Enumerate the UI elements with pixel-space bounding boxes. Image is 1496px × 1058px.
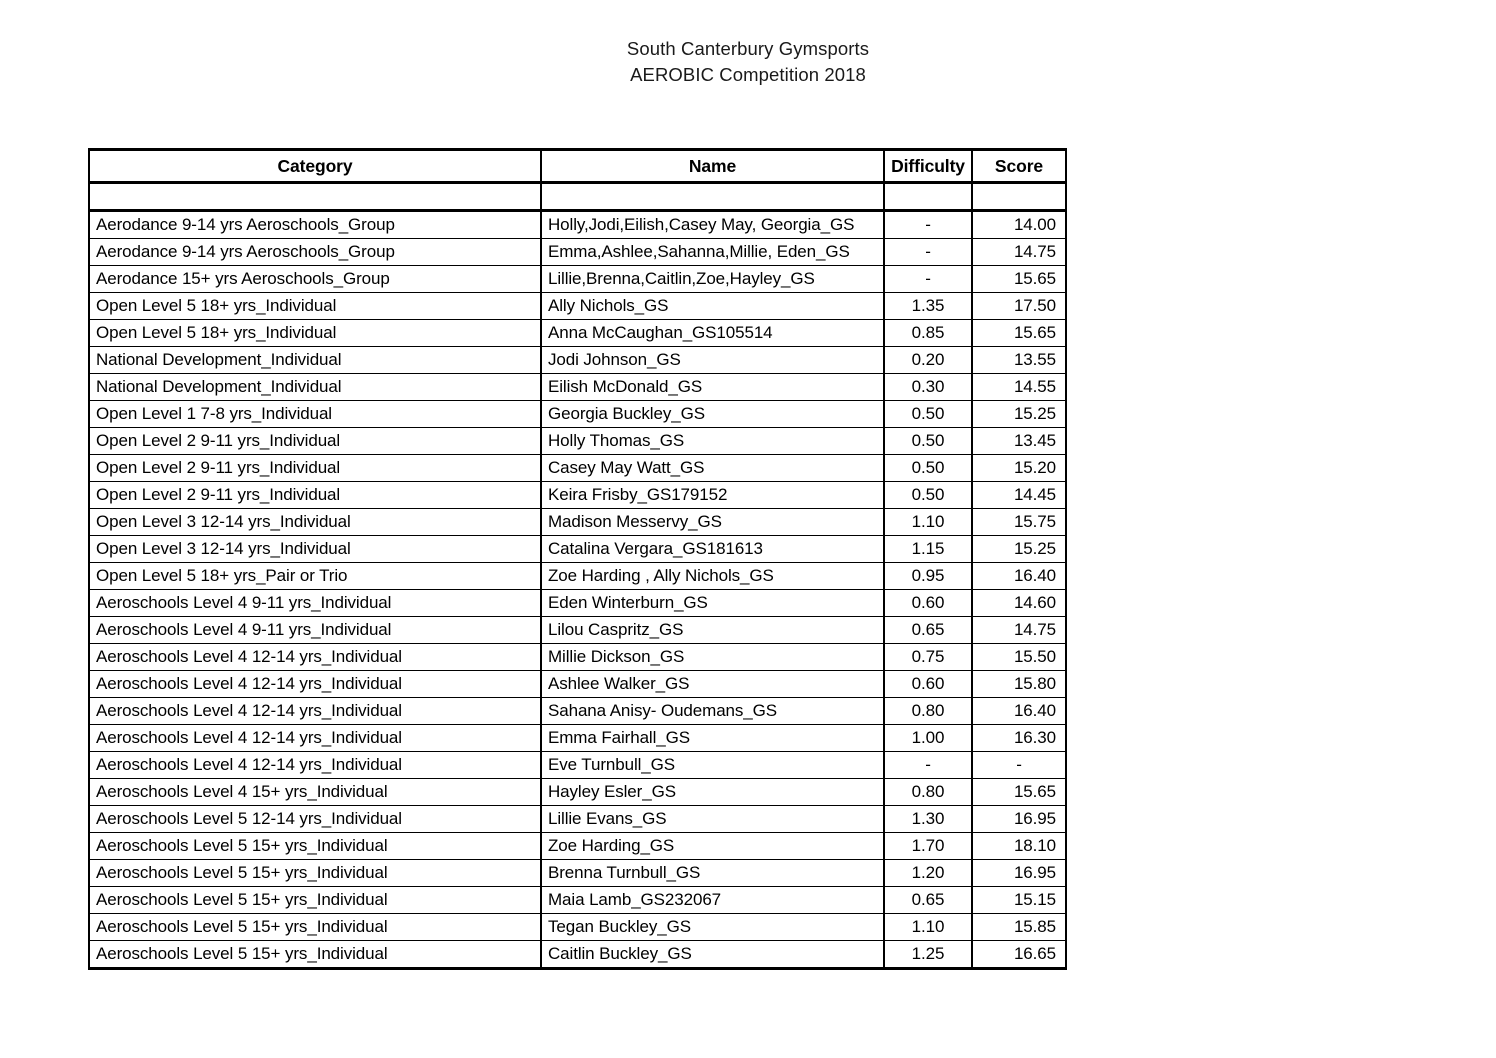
cell-score-text: 14.00 — [1013, 215, 1056, 234]
cell-category — [89, 293, 541, 320]
cell-name — [541, 320, 884, 347]
cell-name-text: Caitlin Buckley_GS — [548, 944, 692, 963]
cell-difficulty — [884, 698, 972, 725]
cell-difficulty-text: 0.65 — [911, 890, 945, 909]
cell-difficulty — [884, 833, 972, 860]
cell-name-text: Georgia Buckley_GS — [548, 404, 705, 423]
cell-score — [972, 941, 1066, 969]
table-row[interactable] — [89, 239, 1066, 266]
cell-name — [541, 563, 884, 590]
cell-category — [89, 806, 541, 833]
cell-score-text: 15.80 — [1013, 674, 1056, 693]
cell-score-text: 15.65 — [1013, 782, 1056, 801]
cell-difficulty-text: 1.20 — [911, 863, 945, 882]
table-row[interactable] — [89, 266, 1066, 293]
spacer-cell-name — [541, 183, 884, 211]
cell-difficulty-text: 0.60 — [911, 593, 945, 612]
cell-difficulty-text: 1.15 — [911, 539, 945, 558]
cell-category-text: Aerodance 9-14 yrs Aeroschools_Group — [96, 242, 395, 261]
cell-category-text: Open Level 3 12-14 yrs_Individual — [96, 512, 351, 531]
document-title-block — [0, 36, 1496, 89]
cell-score-text: 16.40 — [1013, 701, 1056, 720]
table-row[interactable] — [89, 833, 1066, 860]
cell-difficulty-text: 0.95 — [911, 566, 945, 585]
cell-category-text: Open Level 2 9-11 yrs_Individual — [96, 485, 341, 504]
cell-name-text: Tegan Buckley_GS — [548, 917, 691, 936]
cell-name-text: Catalina Vergara_GS181613 — [548, 539, 763, 558]
cell-name — [541, 482, 884, 509]
cell-name-text: Brenna Turnbull_GS — [548, 863, 701, 882]
cell-difficulty — [884, 401, 972, 428]
cell-score — [972, 698, 1066, 725]
cell-difficulty — [884, 455, 972, 482]
cell-name-text: Eve Turnbull_GS — [548, 755, 676, 774]
cell-difficulty-text: - — [925, 269, 931, 288]
table-row[interactable] — [89, 482, 1066, 509]
cell-score-text: - — [1016, 755, 1022, 774]
cell-score-text: 16.30 — [1013, 728, 1056, 747]
table-row[interactable] — [89, 617, 1066, 644]
cell-name — [541, 239, 884, 266]
cell-name-text: Jodi Johnson_GS — [548, 350, 681, 369]
cell-name — [541, 860, 884, 887]
cell-name — [541, 590, 884, 617]
cell-difficulty-text: 0.30 — [911, 377, 945, 396]
table-row[interactable] — [89, 671, 1066, 698]
cell-category — [89, 482, 541, 509]
cell-score-text: 16.65 — [1013, 944, 1056, 963]
table-row[interactable] — [89, 293, 1066, 320]
cell-score-text: 15.25 — [1013, 539, 1056, 558]
cell-name-text: Millie Dickson_GS — [548, 647, 685, 666]
cell-name — [541, 211, 884, 239]
cell-name-text: Zoe Harding , Ally Nichols_GS — [548, 566, 774, 585]
table-row[interactable] — [89, 698, 1066, 725]
cell-difficulty — [884, 725, 972, 752]
cell-score — [972, 482, 1066, 509]
cell-name-text: Holly,Jodi,Eilish,Casey May, Georgia_GS — [548, 215, 855, 234]
cell-name — [541, 671, 884, 698]
cell-category-text: Open Level 1 7-8 yrs_Individual — [96, 404, 332, 423]
table-row[interactable] — [89, 563, 1066, 590]
cell-score-text: 16.95 — [1013, 809, 1056, 828]
table-row[interactable] — [89, 536, 1066, 563]
cell-category-text: Aeroschools Level 4 12-14 yrs_Individual — [96, 674, 402, 693]
column-header-name-label: Name — [688, 156, 737, 176]
cell-difficulty-text: 0.65 — [911, 620, 945, 639]
cell-name — [541, 374, 884, 401]
cell-score-text: 16.95 — [1013, 863, 1056, 882]
cell-score-text: 15.20 — [1013, 458, 1056, 477]
cell-difficulty-text: 1.70 — [911, 836, 945, 855]
table-row[interactable] — [89, 509, 1066, 536]
cell-category-text: Open Level 5 18+ yrs_Individual — [96, 296, 337, 315]
cell-name — [541, 509, 884, 536]
table-row[interactable] — [89, 860, 1066, 887]
cell-score — [972, 293, 1066, 320]
cell-name — [541, 941, 884, 969]
cell-difficulty-text: 0.20 — [911, 350, 945, 369]
cell-category — [89, 914, 541, 941]
cell-difficulty — [884, 428, 972, 455]
cell-difficulty-text: 0.50 — [911, 458, 945, 477]
cell-category — [89, 239, 541, 266]
cell-difficulty — [884, 590, 972, 617]
cell-difficulty — [884, 563, 972, 590]
cell-score — [972, 239, 1066, 266]
cell-score-text: 14.55 — [1013, 377, 1056, 396]
cell-name-text: Madison Messervy_GS — [548, 512, 722, 531]
cell-category-text: Open Level 2 9-11 yrs_Individual — [96, 458, 341, 477]
cell-category — [89, 374, 541, 401]
cell-difficulty-text: 1.10 — [911, 917, 945, 936]
results-table-container — [88, 148, 1065, 970]
cell-score — [972, 320, 1066, 347]
cell-difficulty — [884, 239, 972, 266]
cell-category — [89, 266, 541, 293]
table-row[interactable] — [89, 941, 1066, 969]
cell-category-text: Aeroschools Level 4 12-14 yrs_Individual — [96, 701, 402, 720]
cell-score-text: 14.45 — [1013, 485, 1056, 504]
table-row[interactable] — [89, 887, 1066, 914]
cell-category-text: Aeroschools Level 4 12-14 yrs_Individual — [96, 647, 402, 666]
cell-name — [541, 536, 884, 563]
cell-difficulty — [884, 347, 972, 374]
cell-score-text: 17.50 — [1013, 296, 1056, 315]
table-row[interactable] — [89, 374, 1066, 401]
cell-category — [89, 644, 541, 671]
cell-category-text: Aeroschools Level 4 9-11 yrs_Individual — [96, 593, 392, 612]
cell-score-text: 15.15 — [1013, 890, 1056, 909]
cell-name — [541, 428, 884, 455]
cell-name-text: Eden Winterburn_GS — [548, 593, 708, 612]
cell-name-text: Emma Fairhall_GS — [548, 728, 690, 747]
cell-score-text: 15.85 — [1013, 917, 1056, 936]
cell-score — [972, 725, 1066, 752]
cell-name — [541, 401, 884, 428]
cell-difficulty-text: 0.80 — [911, 701, 945, 720]
cell-name-text: Zoe Harding_GS — [548, 836, 675, 855]
cell-name — [541, 833, 884, 860]
cell-name — [541, 617, 884, 644]
cell-difficulty — [884, 320, 972, 347]
table-row[interactable] — [89, 320, 1066, 347]
cell-name-text: Emma,Ashlee,Sahanna,Millie, Eden_GS — [548, 242, 850, 261]
cell-category — [89, 698, 541, 725]
table-spacer-row — [89, 183, 1066, 211]
table-head — [89, 150, 1066, 183]
cell-category — [89, 941, 541, 969]
cell-category-text: National Development_Individual — [96, 377, 342, 396]
column-header-score — [972, 150, 1066, 183]
cell-category-text: Aerodance 15+ yrs Aeroschools_Group — [96, 269, 390, 288]
cell-name-text: Lilou Caspritz_GS — [548, 620, 684, 639]
cell-difficulty — [884, 752, 972, 779]
cell-score — [972, 347, 1066, 374]
cell-difficulty-text: 0.80 — [911, 782, 945, 801]
cell-name-text: Ashlee Walker_GS — [548, 674, 690, 693]
cell-name-text: Hayley Esler_GS — [548, 782, 676, 801]
table-row[interactable] — [89, 590, 1066, 617]
spacer-cell-score — [972, 183, 1066, 211]
table-row[interactable] — [89, 401, 1066, 428]
cell-name-text: Eilish McDonald_GS — [548, 377, 703, 396]
cell-score — [972, 779, 1066, 806]
cell-category-text: Open Level 3 12-14 yrs_Individual — [96, 539, 351, 558]
cell-category-text: Aeroschools Level 5 15+ yrs_Individual — [96, 890, 388, 909]
cell-score — [972, 644, 1066, 671]
cell-score — [972, 428, 1066, 455]
cell-category — [89, 752, 541, 779]
cell-score — [972, 266, 1066, 293]
cell-score — [972, 590, 1066, 617]
cell-difficulty-text: 1.30 — [911, 809, 945, 828]
cell-category-text: Aeroschools Level 5 15+ yrs_Individual — [96, 863, 388, 882]
cell-difficulty-text: 0.50 — [911, 404, 945, 423]
cell-score — [972, 617, 1066, 644]
column-header-score-label: Score — [994, 156, 1044, 176]
cell-category — [89, 211, 541, 239]
cell-score — [972, 211, 1066, 239]
cell-score — [972, 806, 1066, 833]
cell-category-text: Open Level 5 18+ yrs_Individual — [96, 323, 337, 342]
cell-name — [541, 887, 884, 914]
cell-difficulty — [884, 374, 972, 401]
cell-score-text: 18.10 — [1013, 836, 1056, 855]
cell-name — [541, 725, 884, 752]
cell-name — [541, 698, 884, 725]
cell-category-text: Aerodance 9-14 yrs Aeroschools_Group — [96, 215, 395, 234]
cell-name-text: Sahana Anisy- Oudemans_GS — [548, 701, 778, 720]
cell-difficulty-text: 0.60 — [911, 674, 945, 693]
cell-difficulty — [884, 914, 972, 941]
cell-difficulty — [884, 211, 972, 239]
cell-category-text: Open Level 2 9-11 yrs_Individual — [96, 431, 341, 450]
table-row[interactable] — [89, 428, 1066, 455]
cell-difficulty — [884, 266, 972, 293]
cell-difficulty — [884, 617, 972, 644]
cell-name-text: Keira Frisby_GS179152 — [548, 485, 728, 504]
cell-name-text: Casey May Watt_GS — [548, 458, 705, 477]
cell-category — [89, 833, 541, 860]
cell-category — [89, 779, 541, 806]
table-row[interactable] — [89, 914, 1066, 941]
cell-category — [89, 725, 541, 752]
cell-category-text: Aeroschools Level 4 12-14 yrs_Individual — [96, 728, 402, 747]
cell-difficulty-text: 0.85 — [911, 323, 945, 342]
cell-name — [541, 266, 884, 293]
cell-category — [89, 320, 541, 347]
cell-name — [541, 752, 884, 779]
table-header-row — [89, 150, 1066, 183]
cell-score — [972, 752, 1066, 779]
table-body — [89, 183, 1066, 969]
cell-category — [89, 428, 541, 455]
table-row[interactable] — [89, 455, 1066, 482]
cell-difficulty-text: 1.35 — [911, 296, 945, 315]
cell-difficulty — [884, 509, 972, 536]
cell-score-text: 15.65 — [1013, 269, 1056, 288]
cell-name — [541, 779, 884, 806]
cell-category — [89, 536, 541, 563]
cell-difficulty-text: 0.50 — [911, 431, 945, 450]
cell-name — [541, 455, 884, 482]
cell-difficulty — [884, 482, 972, 509]
cell-category-text: Aeroschools Level 4 15+ yrs_Individual — [96, 782, 388, 801]
cell-difficulty-text: 0.75 — [911, 647, 945, 666]
cell-score-text: 15.25 — [1013, 404, 1056, 423]
cell-category — [89, 347, 541, 374]
column-header-difficulty-label: Difficulty — [891, 156, 965, 176]
cell-score-text: 14.60 — [1013, 593, 1056, 612]
cell-score — [972, 536, 1066, 563]
table-row[interactable] — [89, 211, 1066, 239]
column-header-difficulty — [884, 150, 972, 183]
cell-difficulty — [884, 293, 972, 320]
cell-name — [541, 914, 884, 941]
cell-difficulty — [884, 671, 972, 698]
cell-category-text: Aeroschools Level 4 9-11 yrs_Individual — [96, 620, 392, 639]
cell-difficulty-text: 0.50 — [911, 485, 945, 504]
cell-name-text: Anna McCaughan_GS105514 — [548, 323, 773, 342]
organisation-title: South Canterbury Gymsports — [626, 38, 870, 59]
cell-difficulty — [884, 860, 972, 887]
cell-score-text: 14.75 — [1013, 620, 1056, 639]
cell-category-text: Aeroschools Level 5 15+ yrs_Individual — [96, 836, 388, 855]
cell-score-text: 16.40 — [1013, 566, 1056, 585]
cell-name-text: Ally Nichols_GS — [548, 296, 669, 315]
column-header-category — [89, 150, 541, 183]
cell-category-text: Open Level 5 18+ yrs_Pair or Trio — [96, 566, 348, 585]
cell-category — [89, 401, 541, 428]
cell-category-text: Aeroschools Level 5 12-14 yrs_Individual — [96, 809, 402, 828]
cell-difficulty-text: - — [925, 215, 931, 234]
cell-category-text: Aeroschools Level 5 15+ yrs_Individual — [96, 944, 388, 963]
spacer-cell-category — [89, 183, 541, 211]
cell-difficulty — [884, 887, 972, 914]
table-row[interactable] — [89, 347, 1066, 374]
cell-score — [972, 374, 1066, 401]
cell-score — [972, 455, 1066, 482]
cell-difficulty — [884, 941, 972, 969]
cell-score — [972, 833, 1066, 860]
cell-name-text: Holly Thomas_GS — [548, 431, 685, 450]
cell-category-text: Aeroschools Level 5 15+ yrs_Individual — [96, 917, 388, 936]
spacer-cell-difficulty — [884, 183, 972, 211]
cell-score — [972, 509, 1066, 536]
cell-category — [89, 671, 541, 698]
cell-difficulty-text: 1.25 — [911, 944, 945, 963]
cell-category-text: Aeroschools Level 4 12-14 yrs_Individual — [96, 755, 402, 774]
cell-name — [541, 347, 884, 374]
cell-difficulty — [884, 779, 972, 806]
cell-score — [972, 671, 1066, 698]
table-row[interactable] — [89, 779, 1066, 806]
table-row[interactable] — [89, 644, 1066, 671]
table-row[interactable] — [89, 806, 1066, 833]
cell-difficulty-text: - — [925, 755, 931, 774]
cell-difficulty — [884, 536, 972, 563]
results-table — [88, 148, 1067, 970]
cell-name-text: Lillie Evans_GS — [548, 809, 667, 828]
cell-score-text: 13.45 — [1013, 431, 1056, 450]
table-row[interactable] — [89, 752, 1066, 779]
cell-name — [541, 806, 884, 833]
cell-name-text: Lillie,Brenna,Caitlin,Zoe,Hayley_GS — [548, 269, 815, 288]
cell-difficulty-text: - — [925, 242, 931, 261]
cell-score-text: 15.75 — [1013, 512, 1056, 531]
cell-name — [541, 644, 884, 671]
cell-name-text: Maia Lamb_GS232067 — [548, 890, 722, 909]
cell-score — [972, 563, 1066, 590]
cell-score-text: 14.75 — [1013, 242, 1056, 261]
column-header-category-label: Category — [277, 156, 353, 176]
cell-category — [89, 455, 541, 482]
cell-score-text: 15.50 — [1013, 647, 1056, 666]
column-header-name — [541, 150, 884, 183]
cell-difficulty-text: 1.00 — [911, 728, 945, 747]
cell-score — [972, 914, 1066, 941]
cell-difficulty — [884, 644, 972, 671]
cell-score — [972, 860, 1066, 887]
cell-category — [89, 590, 541, 617]
cell-category — [89, 617, 541, 644]
cell-category — [89, 860, 541, 887]
competition-subtitle: AEROBIC Competition 2018 — [630, 64, 866, 86]
cell-score — [972, 887, 1066, 914]
cell-category — [89, 509, 541, 536]
cell-score-text: 13.55 — [1013, 350, 1056, 369]
cell-score-text: 15.65 — [1013, 323, 1056, 342]
cell-difficulty-text: 1.10 — [911, 512, 945, 531]
cell-category-text: National Development_Individual — [96, 350, 342, 369]
cell-difficulty — [884, 806, 972, 833]
cell-category — [89, 887, 541, 914]
cell-score — [972, 401, 1066, 428]
cell-name — [541, 293, 884, 320]
cell-category — [89, 563, 541, 590]
table-row[interactable] — [89, 725, 1066, 752]
